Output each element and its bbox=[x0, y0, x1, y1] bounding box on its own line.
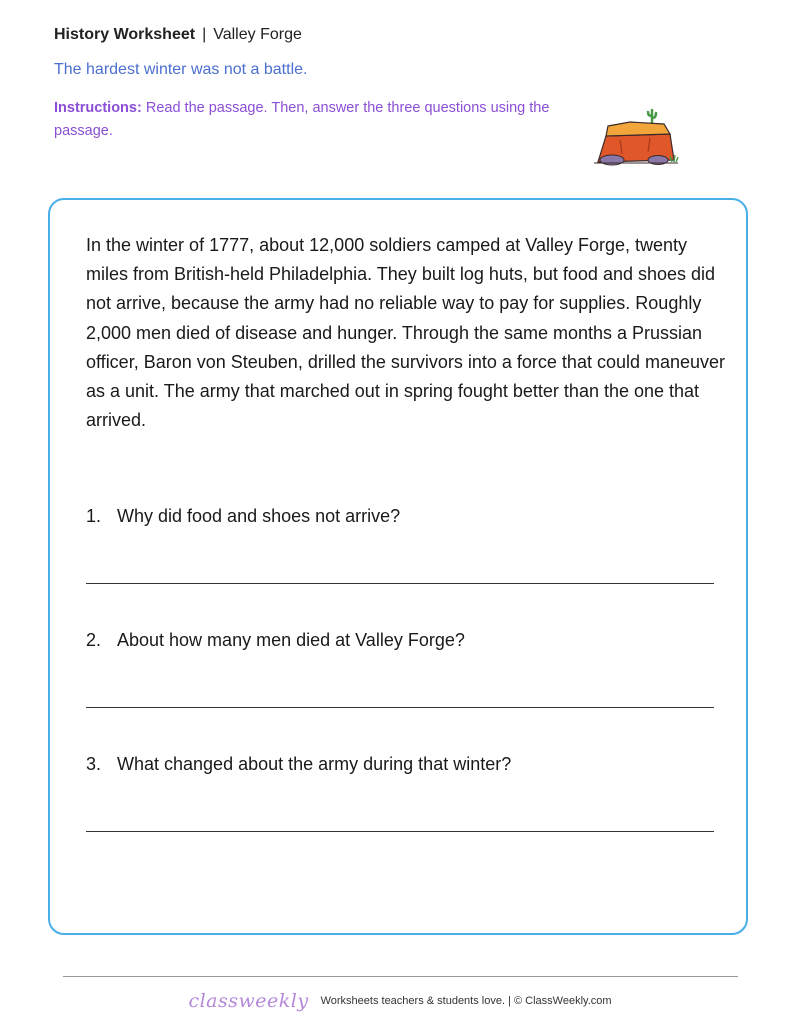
instructions-label: Instructions: bbox=[54, 100, 142, 116]
question-number: 2. bbox=[86, 630, 102, 650]
question-3 bbox=[86, 754, 511, 775]
question-text: What changed about the army during that winter? bbox=[117, 754, 512, 774]
question-2 bbox=[86, 630, 465, 651]
header-separator: | bbox=[202, 26, 207, 43]
desert-mesa-cactus-icon bbox=[590, 104, 680, 166]
brand-logo: classweekly bbox=[188, 990, 309, 1012]
headline: The hardest winter was not a battle. bbox=[54, 61, 308, 78]
instructions bbox=[54, 97, 574, 143]
question-text: Why did food and shoes not arrive? bbox=[117, 506, 401, 526]
subject-label: History Worksheet bbox=[54, 26, 196, 43]
question-1 bbox=[86, 506, 400, 527]
question-text: About how many men died at Valley Forge? bbox=[117, 630, 465, 650]
question-number: 1. bbox=[86, 506, 102, 526]
topic-label: Valley Forge bbox=[213, 26, 302, 43]
reading-passage: In the winter of 1777, about 12,000 soldiers camped at Valley Forge, twenty miles from British-held Philadelphia. They built log huts, but food and shoes did not arrive, because the army had no reliable way to pay for supplies. Roughly 2,000 men died of disease and hunger. Through the same months a Prussian officer, Baron von Steuben, drilled the survivors into a force that could maneuver as a unit. The army that marched out in spring fought better than the one that arrived. bbox=[86, 235, 726, 431]
worksheet-header bbox=[54, 26, 302, 44]
answer-line-1[interactable] bbox=[86, 583, 714, 584]
footer bbox=[0, 990, 800, 1012]
answer-line-2[interactable] bbox=[86, 707, 714, 708]
answer-line-3[interactable] bbox=[86, 831, 714, 832]
footer-divider bbox=[63, 976, 738, 977]
question-number: 3. bbox=[86, 754, 102, 774]
instructions-text: Read the passage. Then, answer the three questions using the passage. bbox=[54, 100, 550, 139]
footer-tagline: Worksheets teachers & students love. | © ClassWeekly.com bbox=[320, 995, 612, 1007]
